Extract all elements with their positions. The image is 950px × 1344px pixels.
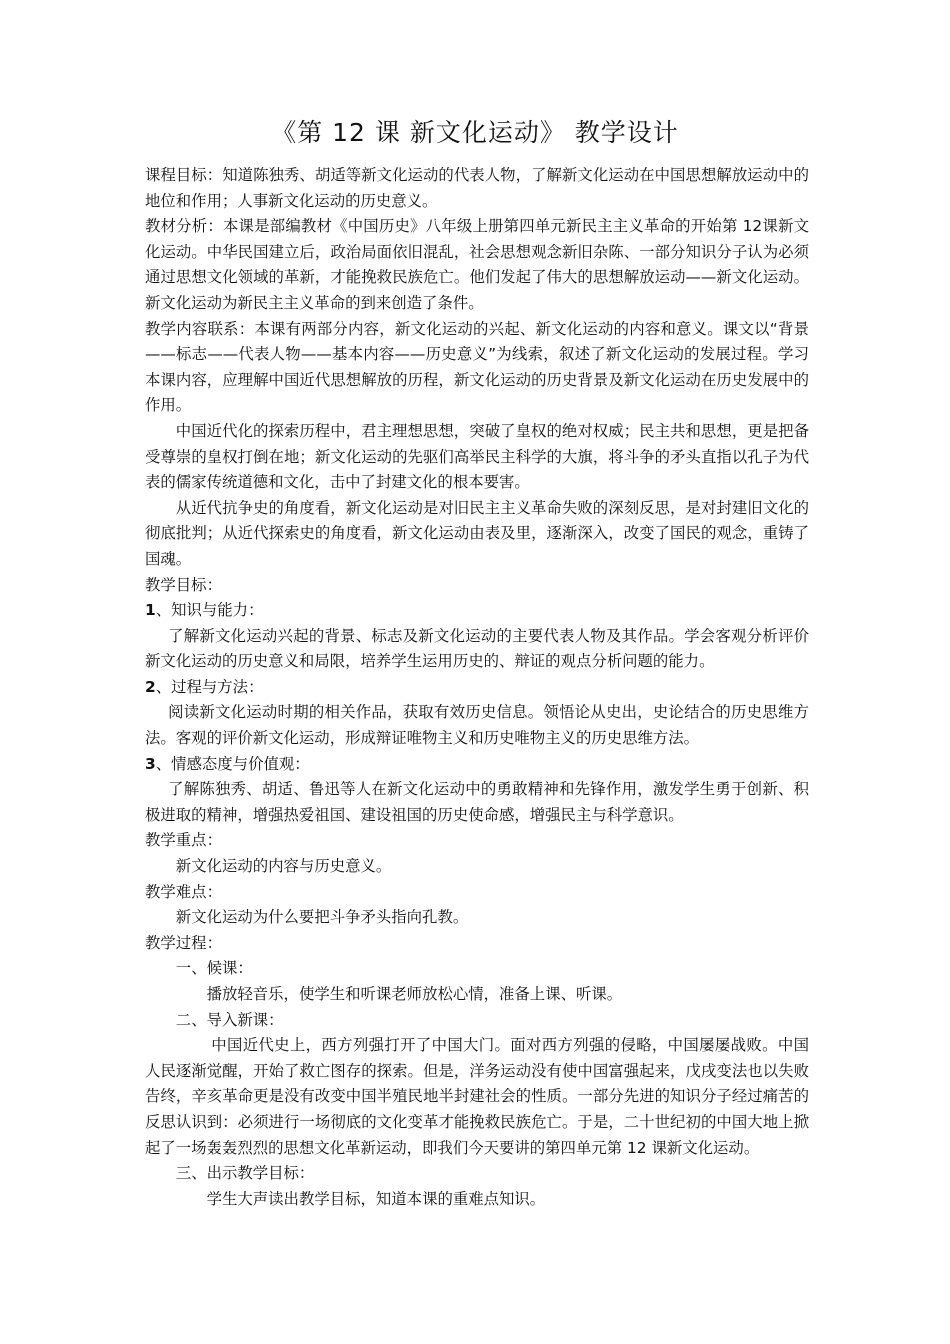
step-2-text: 中国近代史上，西方列强打开了中国大门。面对西方列强的侵略，中国屡屡战败。中国人民逐渐觉醒，开始了救亡图存的探索。但是，洋务运动没有使中国富强起来，戊戌变法也以失败告终，辛亥革命更是没有改变中国半殖民地半封建社会的性质。一部分先进的知识分子经过痛苦的反思认识到：必须进行一场彻底的文化变革才能挽救民族危亡。于是，二十世纪初的中国大地上掀起了一场轰轰烈烈的思想文化革新运动，即我们今天要讲的第四单元第 12 课新文化运动。 [145,1036,809,1157]
difficulty-heading: 教学难点： [145,882,222,901]
goal-1-text: 了解新文化运动兴起的背景、标志及新文化运动的主要代表人物及其作品。学会客观分析评价新文化运动的历史意义和局限，培养学生运用历史的、辩证的观点分析问题的能力。 [145,626,809,671]
step-2-heading: 二、导入新课： [175,1010,284,1029]
goal-3-heading [145,752,809,778]
teaching-goals-heading: 教学目标： [145,575,222,594]
perspective-paragraph: 从近代抗争史的角度看，新文化运动是对旧民主主义革命失败的深刻反思，是对封建旧文化的彻底批判；从近代探索史的角度看，新文化运动由表及里，逐渐深入，改变了国民的观念，重铸了国魂。 [145,498,809,568]
content-connection-paragraph: 教学内容联系：本课有两部分内容，新文化运动的兴起、新文化运动的内容和意义。课文以“背景——标志——代表人物——基本内容——历史意义”为线索，叙述了新文化运动的发展过程。学习本课内容，应理解中国近代思想解放的历程，新文化运动的历史背景及新文化运动在历史发展中的作用。 [145,319,809,415]
textbook-analysis-paragraph: 教材分析：本课是部编教材《中国历史》八年级上册第四单元新民主主义革命的开始第 12课新文化运动。中华民国建立后，政治局面依旧混乱，社会思想观念新旧杂陈、一部分知识分子认为必须通过思想文化领域的革新，才能挽救民族危亡。他们发起了伟大的思想解放运动——新文化运动。新文化运动为新民主主义革命的到来创造了条件。 [145,217,809,312]
goal-1-number: 1 [145,601,156,620]
course-objective-paragraph: 课程目标：知道陈独秀、胡适等新文化运动的代表人物，了解新文化运动在中国思想解放运动中的地位和作用；人事新文化运动的历史意义。 [145,166,809,210]
goal-2-text: 阅读新文化运动时期的相关作品，获取有效历史信息。领悟论从史出，史论结合的历史思维方法。客观的评价新文化运动，形成辩证唯物主义和历史唯物主义的历史思维方法。 [145,703,809,748]
goal-1-heading [145,598,809,624]
process-heading: 教学过程： [145,933,222,952]
step-3-text: 学生大声读出教学目标，知道本课的重难点知识。 [206,1189,546,1208]
goal-2-number: 2 [145,677,156,696]
goal-2-heading [145,675,809,701]
document-body [145,163,809,1212]
key-point-heading: 教学重点： [145,831,222,850]
goal-3-label: 、情感态度与价值观： [155,754,310,773]
goal-2-label: 、过程与方法： [155,677,264,696]
goal-3-text: 了解陈独秀、胡适、鲁迅等人在新文化运动中的勇敢精神和先锋作用，激发学生勇于创新、积极进取的精神，增强热爱祖国、建设祖国的历史使命感，增强民主与科学意识。 [145,780,809,824]
step-3-heading: 三、出示教学目标： [175,1164,315,1183]
document-title: 《第 12 课 新文化运动》 教学设计 [271,118,679,147]
difficulty-text: 新文化运动为什么要把斗争矛头指向孔教。 [175,908,469,927]
step-1-heading: 一、候课： [175,959,253,978]
step-1-text: 播放轻音乐，使学生和听课老师放松心情，准备上课、听课。 [206,985,623,1003]
goal-1-label: 、知识与能力： [155,601,264,620]
modernization-paragraph: 中国近代化的探索历程中，君主理想思想，突破了皇权的绝对权威；民主共和思想，更是把备受尊崇的皇权打倒在地；新文化运动的先驱们高举民主科学的大旗，将斗争的矛头直指以孔子为代表的儒家传统道德和文化，击中了封建文化的根本要害。 [145,421,809,492]
key-point-text: 新文化运动的内容与历史意义。 [175,857,392,876]
goal-3-number: 3 [145,754,156,773]
